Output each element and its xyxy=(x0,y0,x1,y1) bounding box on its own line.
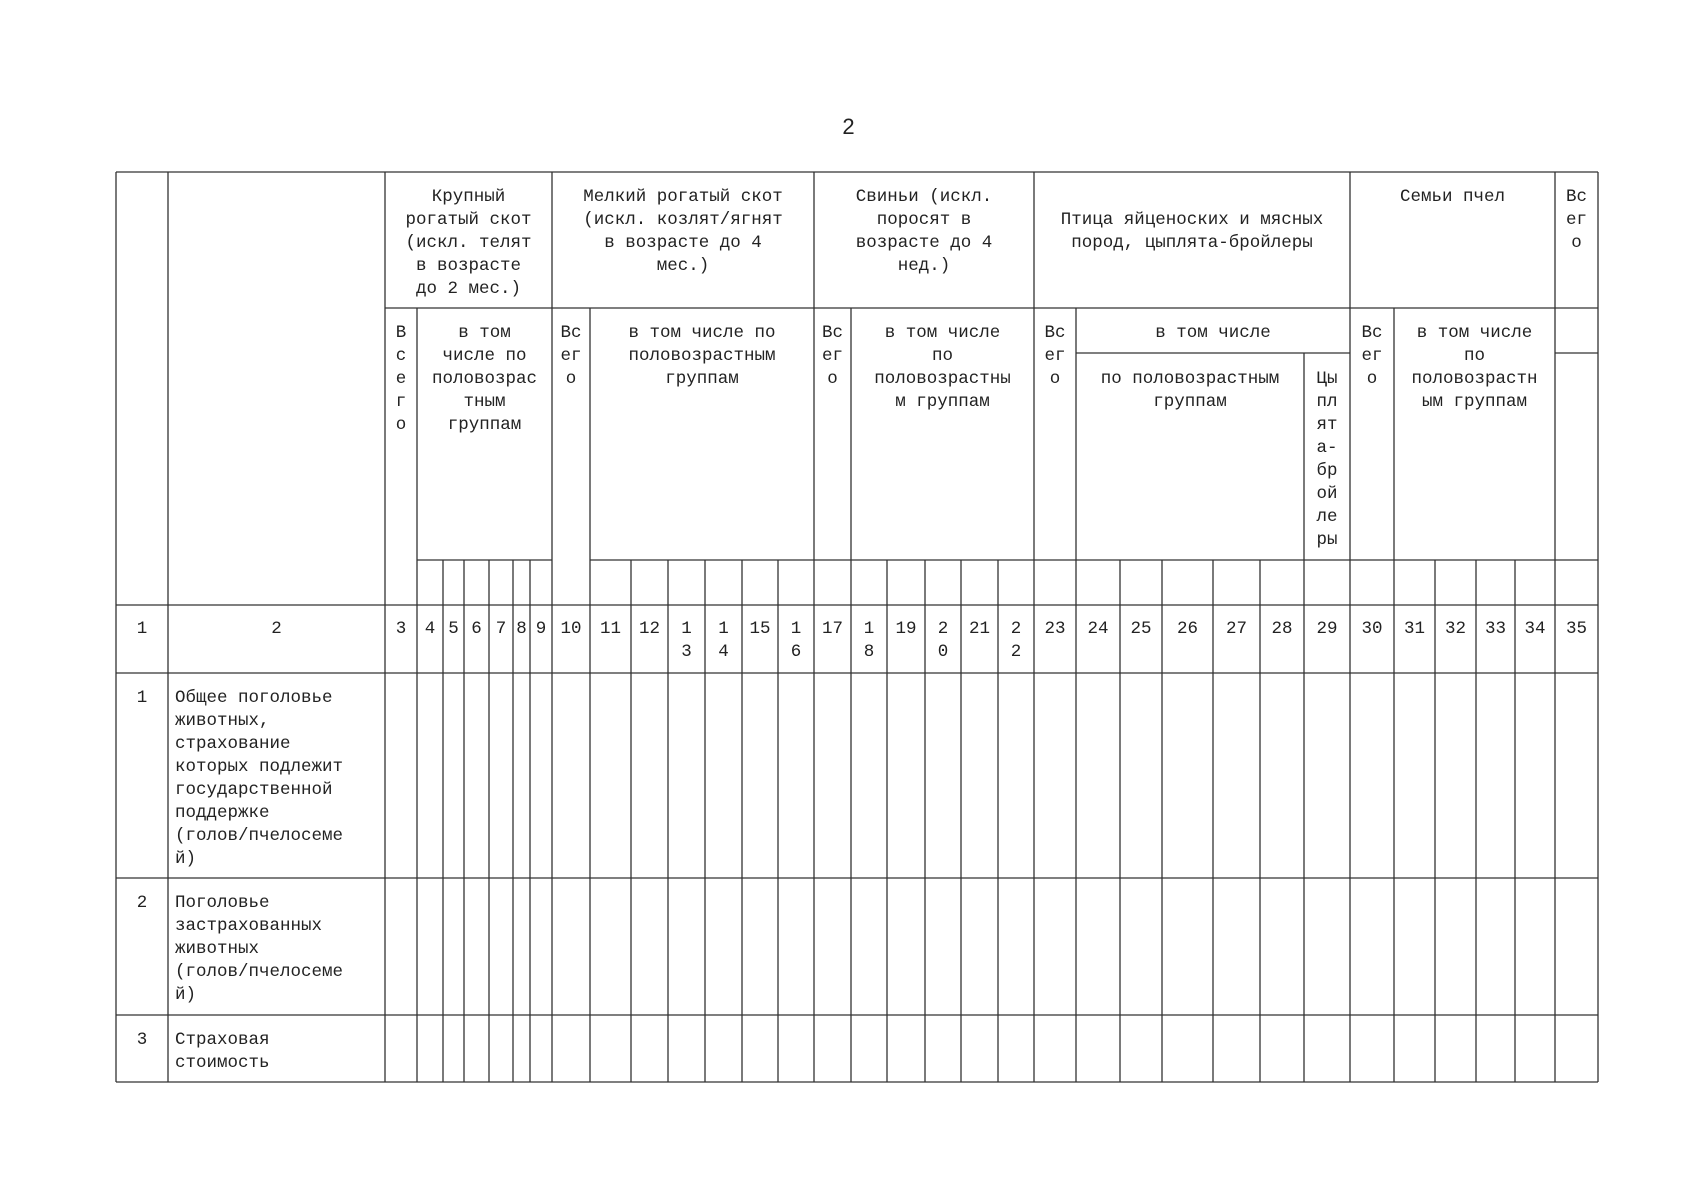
subheader-sheep-total: ег xyxy=(560,346,582,366)
subheader-poultry-total: Вс xyxy=(1044,323,1066,343)
column-number: 3 xyxy=(681,642,692,662)
subheader-sheep-by-age: половозрастным xyxy=(628,346,776,366)
column-number: 4 xyxy=(718,642,729,662)
subheader-broilers: ры xyxy=(1316,530,1338,550)
row-label: застрахованных xyxy=(175,916,323,936)
column-number: 33 xyxy=(1484,619,1507,639)
column-number: 27 xyxy=(1225,619,1248,639)
column-number: 15 xyxy=(749,619,771,639)
row-label: (голов/пчелосеме xyxy=(175,826,344,846)
column-number: 1 xyxy=(718,619,729,639)
column-number: 21 xyxy=(968,619,991,639)
column-number: 19 xyxy=(895,619,917,639)
subheader-pigs-total: о xyxy=(827,369,838,389)
subheader-poultry-by-age: по половозрастным xyxy=(1100,369,1280,389)
subheader-poultry-total: о xyxy=(1049,369,1061,389)
column-number: 12 xyxy=(638,619,661,639)
column-number: 35 xyxy=(1565,619,1588,639)
column-number: 23 xyxy=(1044,619,1066,639)
column-number: 30 xyxy=(1361,619,1383,639)
row-label: Поголовье xyxy=(175,893,270,913)
column-number: 32 xyxy=(1444,619,1467,639)
column-number: 1 xyxy=(681,619,692,639)
column-number: 29 xyxy=(1316,619,1338,639)
header-sheep: (искл. козлят/ягнят xyxy=(583,210,783,230)
row-number: 1 xyxy=(136,688,148,708)
column-number: 6 xyxy=(471,619,482,639)
row-label: стоимость xyxy=(175,1053,270,1073)
header-cattle: в возрасте xyxy=(415,256,522,276)
subheader-cattle-by-age: тным xyxy=(463,392,506,412)
column-number: 3 xyxy=(395,619,407,639)
subheader-bees-by-age: половозрастн xyxy=(1411,369,1538,389)
row-label: Страховая xyxy=(175,1030,270,1050)
header-bees: Семьи пчел xyxy=(1399,187,1506,207)
column-number: 2 xyxy=(271,619,282,639)
column-number: 4 xyxy=(424,619,436,639)
column-number: 9 xyxy=(535,619,547,639)
column-number: 0 xyxy=(937,642,949,662)
subheader-cattle-total: е xyxy=(395,369,407,389)
row-label: Общее поголовье xyxy=(175,688,333,708)
subheader-bees-total: о xyxy=(1366,369,1378,389)
header-cattle: рогатый скот xyxy=(405,210,532,230)
column-number: 34 xyxy=(1524,619,1546,639)
subheader-broilers: пл xyxy=(1316,392,1338,412)
row-number: 3 xyxy=(136,1030,148,1050)
column-number: 1 xyxy=(790,619,802,639)
subheader-cattle-by-age: половозрас xyxy=(431,369,538,389)
column-number: 1 xyxy=(136,619,148,639)
column-number: 8 xyxy=(863,642,875,662)
subheader-broilers: ят xyxy=(1316,415,1338,435)
row-label: животных xyxy=(175,939,260,959)
subheader-bees-total: Вс xyxy=(1361,323,1383,343)
subheader-broilers: ой xyxy=(1316,484,1338,504)
column-number: 8 xyxy=(516,619,527,639)
column-number: 2 xyxy=(1010,619,1022,639)
column-number: 1 xyxy=(863,619,875,639)
subheader-pigs-by-age: половозрастны xyxy=(874,369,1011,389)
subheader-cattle-total: г xyxy=(395,392,407,412)
column-number: 2 xyxy=(937,619,949,639)
subheader-bees-total: ег xyxy=(1361,346,1383,366)
row-label: страхование xyxy=(175,734,291,754)
header-pigs: Свиньи (искл. xyxy=(855,187,993,207)
header-cattle: (искл. телят xyxy=(405,233,532,253)
header-poultry: пород, цыплята-бройлеры xyxy=(1071,233,1313,253)
column-number: 6 xyxy=(790,642,802,662)
subheader-sheep-by-age: группам xyxy=(665,369,739,389)
header-sheep: в возрасте до 4 xyxy=(604,233,762,253)
column-number: 11 xyxy=(599,619,622,639)
header-cattle: Крупный xyxy=(431,187,506,207)
header-pigs: возрасте до 4 xyxy=(855,233,993,253)
header-total: Вс xyxy=(1565,187,1588,207)
row-label: й) xyxy=(175,985,197,1005)
subheader-poultry-incl: в том числе xyxy=(1155,323,1271,343)
subheader-pigs-by-age: по xyxy=(931,346,954,366)
column-number: 31 xyxy=(1403,619,1426,639)
column-number: 17 xyxy=(821,619,844,639)
subheader-pigs-by-age: м группам xyxy=(895,392,990,412)
subheader-bees-by-age: по xyxy=(1463,346,1486,366)
subheader-broilers: бр xyxy=(1316,461,1338,481)
column-number: 10 xyxy=(560,619,582,639)
subheader-poultry-by-age: группам xyxy=(1153,392,1227,412)
subheader-poultry-total: ег xyxy=(1044,346,1066,366)
column-number: 5 xyxy=(448,619,459,639)
header-total: ег xyxy=(1565,210,1588,230)
subheader-sheep-by-age: в том числе по xyxy=(628,323,776,343)
subheader-pigs-total: Вс xyxy=(821,323,844,343)
row-label: й) xyxy=(175,849,197,869)
subheader-cattle-total: о xyxy=(395,415,407,435)
subheader-broilers: ле xyxy=(1316,507,1338,527)
header-poultry: Птица яйценоских и мясных xyxy=(1060,210,1324,230)
subheader-pigs-by-age: в том числе xyxy=(884,323,1001,343)
subheader-sheep-total: Вс xyxy=(560,323,582,343)
subheader-sheep-total: о xyxy=(565,369,577,389)
column-number: 2 xyxy=(1010,642,1022,662)
subheader-cattle-total: В xyxy=(395,323,407,343)
column-number: 7 xyxy=(495,619,507,639)
subheader-broilers: Цы xyxy=(1316,369,1338,389)
subheader-bees-by-age: в том числе xyxy=(1416,323,1533,343)
subheader-cattle-by-age: числе по xyxy=(442,346,527,366)
subheader-broilers: а- xyxy=(1316,438,1338,458)
header-sheep: Мелкий рогатый скот xyxy=(583,187,783,207)
row-label: (голов/пчелосеме xyxy=(175,962,344,982)
column-number: 24 xyxy=(1087,619,1109,639)
row-label: государственной xyxy=(175,780,333,800)
subheader-cattle-by-age: группам xyxy=(447,415,522,435)
column-number: 25 xyxy=(1130,619,1152,639)
header-total: о xyxy=(1571,233,1582,253)
subheader-cattle-by-age: в том xyxy=(458,323,511,343)
header-cattle: до 2 мес.) xyxy=(415,279,522,299)
header-pigs: поросят в xyxy=(876,210,972,230)
column-number: 26 xyxy=(1176,619,1199,639)
row-label: которых подлежит xyxy=(175,757,344,777)
page-number: 2 xyxy=(842,114,855,139)
row-number: 2 xyxy=(136,893,148,913)
header-sheep: мес.) xyxy=(656,256,710,276)
column-number: 28 xyxy=(1271,619,1293,639)
subheader-pigs-total: ег xyxy=(821,346,844,366)
row-label: поддержке xyxy=(175,803,270,823)
header-pigs: нед.) xyxy=(897,256,951,276)
subheader-cattle-total: с xyxy=(395,346,407,366)
row-label: животных, xyxy=(175,711,270,731)
subheader-bees-by-age: ым группам xyxy=(1421,392,1528,412)
